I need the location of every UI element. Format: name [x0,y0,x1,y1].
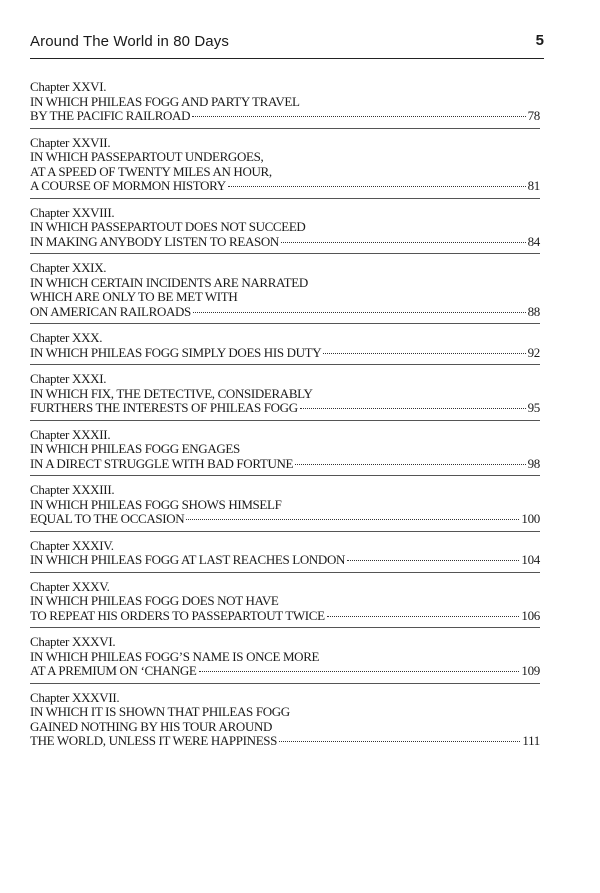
chapter-title-last-line [30,553,540,568]
chapter-title-line: A COURSE OF MORMON HISTORY [30,178,226,193]
dot-leader [279,741,520,742]
dot-leader [323,353,525,354]
chapter-title-line: IN WHICH PHILEAS FOGG SHOWS HIMSELF [30,496,282,512]
toc-entry [30,633,540,684]
chapter-title-line: TO REPEAT HIS ORDERS TO PASSEPARTOUT TWICE [30,607,325,623]
chapter-label: Chapter XXXV. [30,578,110,594]
entry-page-number: 84 [527,233,540,249]
chapter-title-line: IN WHICH PASSEPARTOUT DOES NOT SUCCEED [30,219,306,234]
entry-page-number: 88 [527,303,540,319]
chapter-label: Chapter XXXI. [30,371,107,386]
chapter-title-last-line [30,401,540,416]
chapter-label: Chapter XXXVI. [30,634,116,649]
chapter-label: Chapter XXXVII. [30,689,120,705]
dot-leader [300,408,526,409]
chapter-label: Chapter XXXIV. [30,537,114,553]
chapter-title-line: FURTHERS THE INTERESTS OF PHILEAS FOGG [30,400,298,415]
chapter-title-line: GAINED NOTHING BY HIS TOUR AROUND [30,718,273,734]
chapter-title-line: IN WHICH FIX, THE DETECTIVE, CONSIDERABLY [30,385,313,401]
chapter-label: Chapter XXIX. [30,260,107,275]
chapter-title-last-line [30,179,540,194]
chapter-label: Chapter XXXIII. [30,482,115,497]
dot-leader [186,519,519,520]
chapter-title-line: IN WHICH CERTAIN INCIDENTS ARE NARRATED [30,274,308,290]
chapter-title-last-line [30,305,540,320]
running-header [30,32,544,59]
book-title: Around The World in 80 Days [30,33,229,50]
entry-page-number: 92 [527,344,540,360]
chapter-title-line: IN A DIRECT STRUGGLE WITH BAD FORTUNE [30,455,294,471]
chapter-title-last-line [30,609,540,624]
chapter-label: Chapter XXVIII. [30,204,115,220]
entry-page-number: 81 [527,178,540,193]
chapter-title-line: WHICH ARE ONLY TO BE MET WITH [30,289,238,304]
dot-leader [228,186,526,187]
entry-page-number: 106 [521,607,540,623]
chapter-label: Chapter XXVI. [30,79,107,94]
chapter-title-last-line [30,235,540,250]
page-number: 5 [535,32,544,49]
toc-entry [30,481,540,532]
chapter-label: Chapter XXX. [30,330,103,345]
chapter-title-line: AT A PREMIUM ON ‘CHANGE [30,663,197,678]
toc-entry [30,537,540,573]
table-of-contents [30,78,540,758]
dot-leader [327,616,520,617]
chapter-title-line: IN WHICH PHILEAS FOGG SIMPLY DOES HIS DUTY [30,344,322,360]
entry-page-number: 109 [521,663,540,678]
entry-page-number: 104 [521,552,540,567]
entry-page-number: 100 [521,511,540,526]
toc-entry [30,259,540,324]
chapter-title-line: IN MAKING ANYBODY LISTEN TO REASON [30,233,279,249]
toc-entry [30,370,540,421]
dot-leader [193,312,526,313]
entry-page-number: 98 [527,455,540,471]
dot-leader [347,560,519,561]
chapter-title-line: IN WHICH PHILEAS FOGG ENGAGES [30,441,240,456]
chapter-title-last-line [30,109,540,124]
chapter-title-line: IN WHICH IT IS SHOWN THAT PHILEAS FOGG [30,704,290,719]
toc-entry [30,578,540,629]
toc-entry [30,78,540,129]
chapter-label: Chapter XXXII. [30,426,111,442]
entry-page-number: 111 [522,733,540,748]
toc-entry [30,426,540,477]
chapter-title-line: BY THE PACIFIC RAILROAD [30,108,191,123]
toc-entry [30,329,540,365]
chapter-title-line: EQUAL TO THE OCCASION [30,511,185,526]
toc-entry [30,204,540,255]
chapter-title-line: IN WHICH PHILEAS FOGG’S NAME IS ONCE MORE [30,648,320,664]
chapter-title-last-line [30,346,540,361]
dot-leader [295,464,525,465]
chapter-title-line: ON AMERICAN RAILROADS [30,303,191,319]
chapter-title-line: IN WHICH PHILEAS FOGG AT LAST REACHES LONDON [30,552,346,567]
entry-page-number: 95 [527,400,540,415]
entry-page-number: 78 [527,108,540,123]
toc-entry [30,134,540,199]
chapter-title-line: IN WHICH PHILEAS FOGG DOES NOT HAVE [30,593,279,608]
chapter-title-line: AT A SPEED OF TWENTY MILES AN HOUR, [30,163,272,179]
chapter-title-last-line [30,664,540,679]
chapter-title-last-line [30,457,540,472]
chapter-title-line: IN WHICH PHILEAS FOGG AND PARTY TRAVEL [30,93,300,109]
chapter-label: Chapter XXVII. [30,134,111,150]
chapter-title-line: IN WHICH PASSEPARTOUT UNDERGOES, [30,149,264,164]
dot-leader [199,671,520,672]
chapter-title-last-line [30,512,540,527]
dot-leader [192,116,525,117]
dot-leader [281,242,526,243]
chapter-title-line: THE WORLD, UNLESS IT WERE HAPPINESS [30,733,278,748]
chapter-title-last-line [30,734,540,749]
toc-entry [30,689,540,753]
